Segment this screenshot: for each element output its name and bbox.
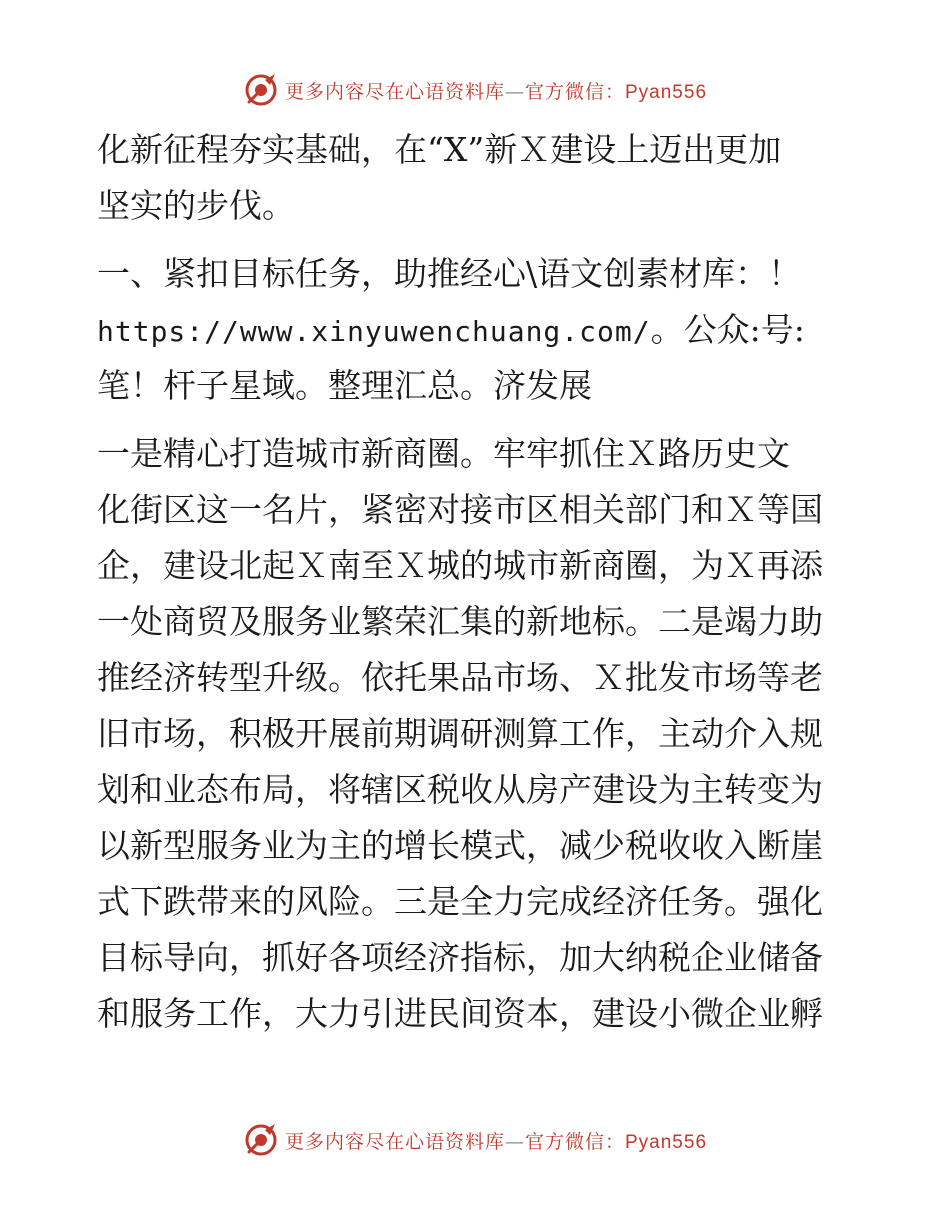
heading-1-url-suffix: 。公众:号: [650,310,805,349]
header-banner-handle: Pyan556 [625,81,708,103]
paragraph-2-line: 式下跌带来的风险。三是全力完成经济任务。强化 [97,882,823,921]
footer-banner-label: 官方微信： [524,1130,625,1153]
paragraph-2-line: 目标导向，抓好各项经济指标，加大纳税企业储备 [97,938,823,977]
footer-banner-handle: Pyan556 [625,1131,708,1153]
section-heading-1 [97,246,857,414]
header-banner-label: 官方微信： [524,80,625,103]
footer-banner-dash: — [504,1130,525,1153]
header-banner [0,70,950,110]
heading-1-line: 一、紧扣目标任务，助推经心\语文创素材库：！ [97,254,802,293]
paragraph-2-line: 旧市场，积极开展前期调研测算工作，主动介入规 [97,714,823,753]
paragraph-2 [97,426,857,1042]
header-banner-main: 更多内容尽在心语资料库 [284,80,505,103]
footer-banner-main: 更多内容尽在心语资料库 [284,1130,505,1153]
paragraph-1 [97,122,857,234]
paragraph-1-line: 化新征程夯实基础，在“X”新Ｘ建设上迈出更加 [97,130,782,169]
paragraph-1-line: 坚实的步伐。 [97,186,295,225]
heading-1-line: 笔！杆子星域。整理汇总。济发展 [97,366,592,405]
heading-1-url-line [97,302,857,358]
brush-logo-icon [243,1122,279,1158]
paragraph-2-line: 一是精心打造城市新商圈。牢牢抓住Ｘ路历史文 [97,434,790,473]
heading-1-url: https://www.xinyuwenchuang.com/ [97,315,651,348]
brush-logo-icon [243,72,279,108]
paragraph-2-line: 企，建设北起Ｘ南至Ｘ城的城市新商圈，为Ｘ再添 [97,546,823,585]
paragraph-2-line: 推经济转型升级。依托果品市场、Ｘ批发市场等老 [97,658,823,697]
header-banner-text [285,77,707,104]
paragraph-2-line: 和服务工作，大力引进民间资本，建设小微企业孵 [97,994,823,1033]
paragraph-2-line: 一处商贸及服务业繁荣汇集的新地标。二是竭力助 [97,602,823,641]
footer-banner [0,1120,950,1160]
paragraph-2-line: 划和业态布局，将辖区税收从房产建设为主转变为 [97,770,823,809]
paragraph-2-line: 化街区这一名片，紧密对接市区相关部门和Ｘ等国 [97,490,823,529]
footer-banner-text [285,1127,707,1154]
header-banner-dash: — [504,80,525,103]
document-body [97,122,857,1042]
paragraph-2-line: 以新型服务业为主的增长模式，减少税收收入断崖 [97,826,823,865]
